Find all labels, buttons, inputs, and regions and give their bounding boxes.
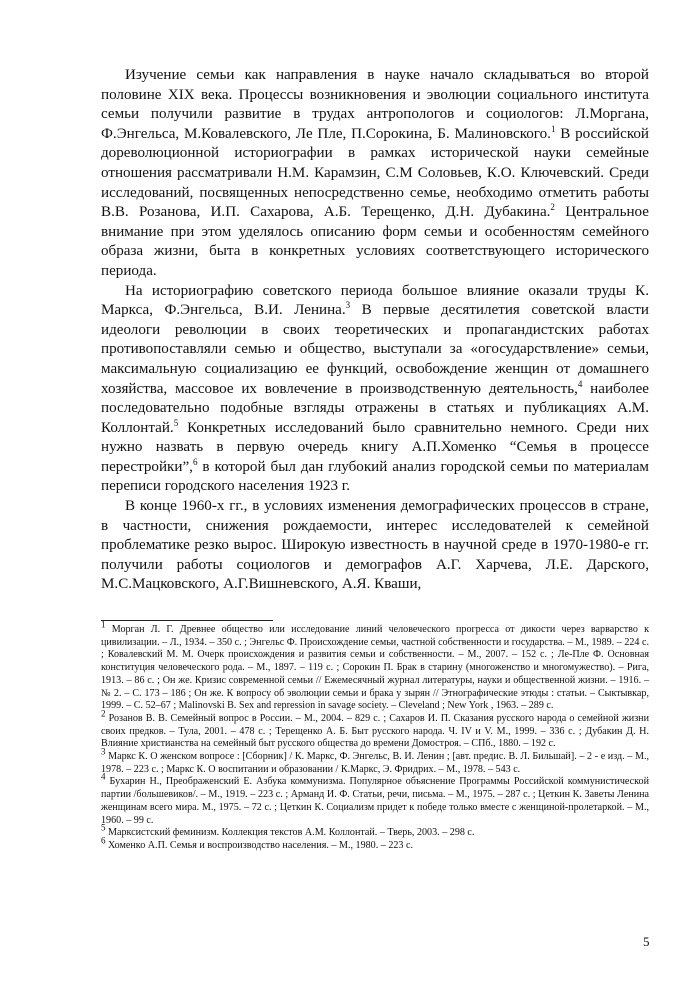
footnote-ref-5: 5 xyxy=(173,417,179,428)
footnote-number: 4 xyxy=(101,772,106,783)
text-run: На историографию советского периода большое влияние оказали труды К. Маркса, Ф.Энгельса, В.И. Ленина. xyxy=(101,282,649,319)
footnote-ref-6: 6 xyxy=(192,456,198,467)
text-run: Изучение семьи как направления в науке начало складываться во второй половине XIX века. Процессы возникновения и эволюции социального института семьи получили развитие в трудах антропологов и социологов: Л.Моргана, Ф.Энгельса, М.Ковалевского, Ле Пле, П.Сорокина, Б. Малиновского. xyxy=(101,67,649,142)
footnote-number: 5 xyxy=(101,822,106,833)
footnote-text: Марксистский феминизм. Коллекция текстов А.М. Коллонтай. – Тверь, 2003. – 298 с. xyxy=(105,827,475,839)
footnote-5 xyxy=(101,822,649,840)
text-run: наиболее последовательно подобные взгляды отражены в статьях и публикациях А.М. Коллонтай. xyxy=(101,380,649,436)
footnote-2 xyxy=(101,708,649,751)
footnote-3 xyxy=(101,746,649,776)
text-run: Конкретных исследований было сравнительно немного. Среди них нужно назвать в первую очередь книгу А.П.Хоменко “Семья в процессе перестройки”, xyxy=(101,419,649,475)
footnote-text: Маркс К. О женском вопросе : [Сборник] / К. Маркс, Ф. Энгельс, В. И. Ленин ; [авт. предис. В. Л. Бильшай]. – 2 - е изд. – М., 1978. – 223 с. ; Маркс К. О воспитании и образовании / К.Маркс, Э. Фридрих. – М., 1978. – 543 с. xyxy=(101,751,649,775)
text-run: В российской дореволюционной историографии в рамках исторической науки семейные отношения рассматривали Н.М. Карамзин, С.М Соловьев, К.О. Ключевский. Среди исследований, посвященных непосредственно семье, необходимо отметить работы В.В. Розанова, И.П. Сахарова, А.Б. Терещенко, Д.Н. Дубакина. xyxy=(101,125,650,221)
footnote-number: 1 xyxy=(101,619,106,630)
footnote-text: Хоменко А.П. Семья и воспроизводство населения. – М., 1980. – 223 с. xyxy=(105,839,413,851)
paragraph-2 xyxy=(101,282,649,498)
footnote-ref-2: 2 xyxy=(550,202,555,213)
footnote-1 xyxy=(101,619,649,713)
footnotes xyxy=(101,619,649,853)
footnote-6 xyxy=(101,835,649,853)
footnote-text: Бухарин Н., Преображенский Е. Азбука коммунизма. Популярное объяснение Программы Российской коммунистической партии /большевиков/. – М., 1919. – 223 с. ; Арманд И. Ф. Статьи, речи, письма. – М., 1975. – 287 с. ; Цеткин К. Заветы Ленина женщинам всего мира. М., 1975. – 72 с. ; Цеткин К. Социализм придет к победе только вместе с женщиной-пролетаркой. – М., 1960. – 99 с. xyxy=(101,776,649,826)
footnote-number: 3 xyxy=(101,746,106,757)
paragraph-3 xyxy=(101,497,649,595)
text-run: В конце 1960-х гг., в условиях изменения демографических процессов в стране, в частности, снижения рождаемости, интерес исследователей к семейной проблематике резко вырос. Широкую известность в научной среде в 1970-1980-е гг. получили работы социологов и демографов А.Г. Харчева, Л.Е. Дарского, М.С.Мацковского, А.Г.Вишневского, А.Я. Кваши, xyxy=(101,498,649,593)
text-run: в которой был дан глубокий анализ городской семьи по материалам переписи городского населения 1923 г. xyxy=(101,458,649,495)
footnote-ref-3: 3 xyxy=(345,300,351,311)
text-run: В первые десятилетия советской власти идеологи революции в своих теоретических и пропагандистских работах противопоставляли семью и общество, выступали за «огосударствление» семьи, максимальную социализацию ее функций, освобождение женщин от домашнего хозяйства, массовое их вовлечение в производственную деятельность, xyxy=(101,302,649,397)
footnote-separator xyxy=(101,620,273,621)
main-text xyxy=(101,66,649,595)
page-number: 5 xyxy=(643,934,650,949)
footnote-number: 2 xyxy=(101,708,106,719)
footnote-text: Морган Л. Г. Древнее общество или исследование линий человеческого прогресса от дикости через варварство к цивилизации. – Л., 1934. – 350 с. ; Энгельс Ф. Происхождение семьи, частной собственности и государства. – М., 1989. – 224 с. ; Ковалевский М. М. Очерк происхождения и развития семьи и собственности. – М., 2007. – 152 с. ; Ле-Пле Ф. Основная конституция человеческого рода. – М., 1897. – 119 с. ; Сорокин П. Брак в старину (многоженство и многомужество). – Рига, 1913. – 86 с. ; Он же. Кризис современной семьи // Ежемесячный журнал литературы, науки и общественной жизни. – 1916. – № 2. – С. 173 – 186 ; Он же. К вопросу об эволюции семьи и брака у зырян // Этнографические этюды : статьи. – Сыктывкар, 1999. – С. 52–67 ; Malinovski B. Sex and repression in savage society. – Cleveland ; New York , 1963. – 289 с. xyxy=(101,624,649,712)
footnote-ref-4: 4 xyxy=(577,378,583,389)
footnote-4 xyxy=(101,772,649,827)
text-run: Центральное внимание при этом уделялось описанию форм семьи и особенностям семейного образа жизни, быта в конкретных условиях соответствующего исторического периода. xyxy=(101,204,649,279)
footnote-text: Розанов В. В. Семейный вопрос в России. – М., 2004. – 829 с. ; Сахаров И. П. Сказания русского народа о семейной жизни своих предков. – Тула, 2001. – 478 с. ; Терещенко А. Б. Быт русского народа. Ч. IV и V. М., 1999. – 336 с. ; Дубакин Д. Н. Влияние христианства на семейный быт русского общества до времени Домостроя. – СПб., 1880. – 192 с. xyxy=(101,712,649,750)
paragraph-1 xyxy=(101,66,649,282)
footnote-ref-1: 1 xyxy=(550,123,556,134)
footnote-number: 6 xyxy=(101,835,106,846)
